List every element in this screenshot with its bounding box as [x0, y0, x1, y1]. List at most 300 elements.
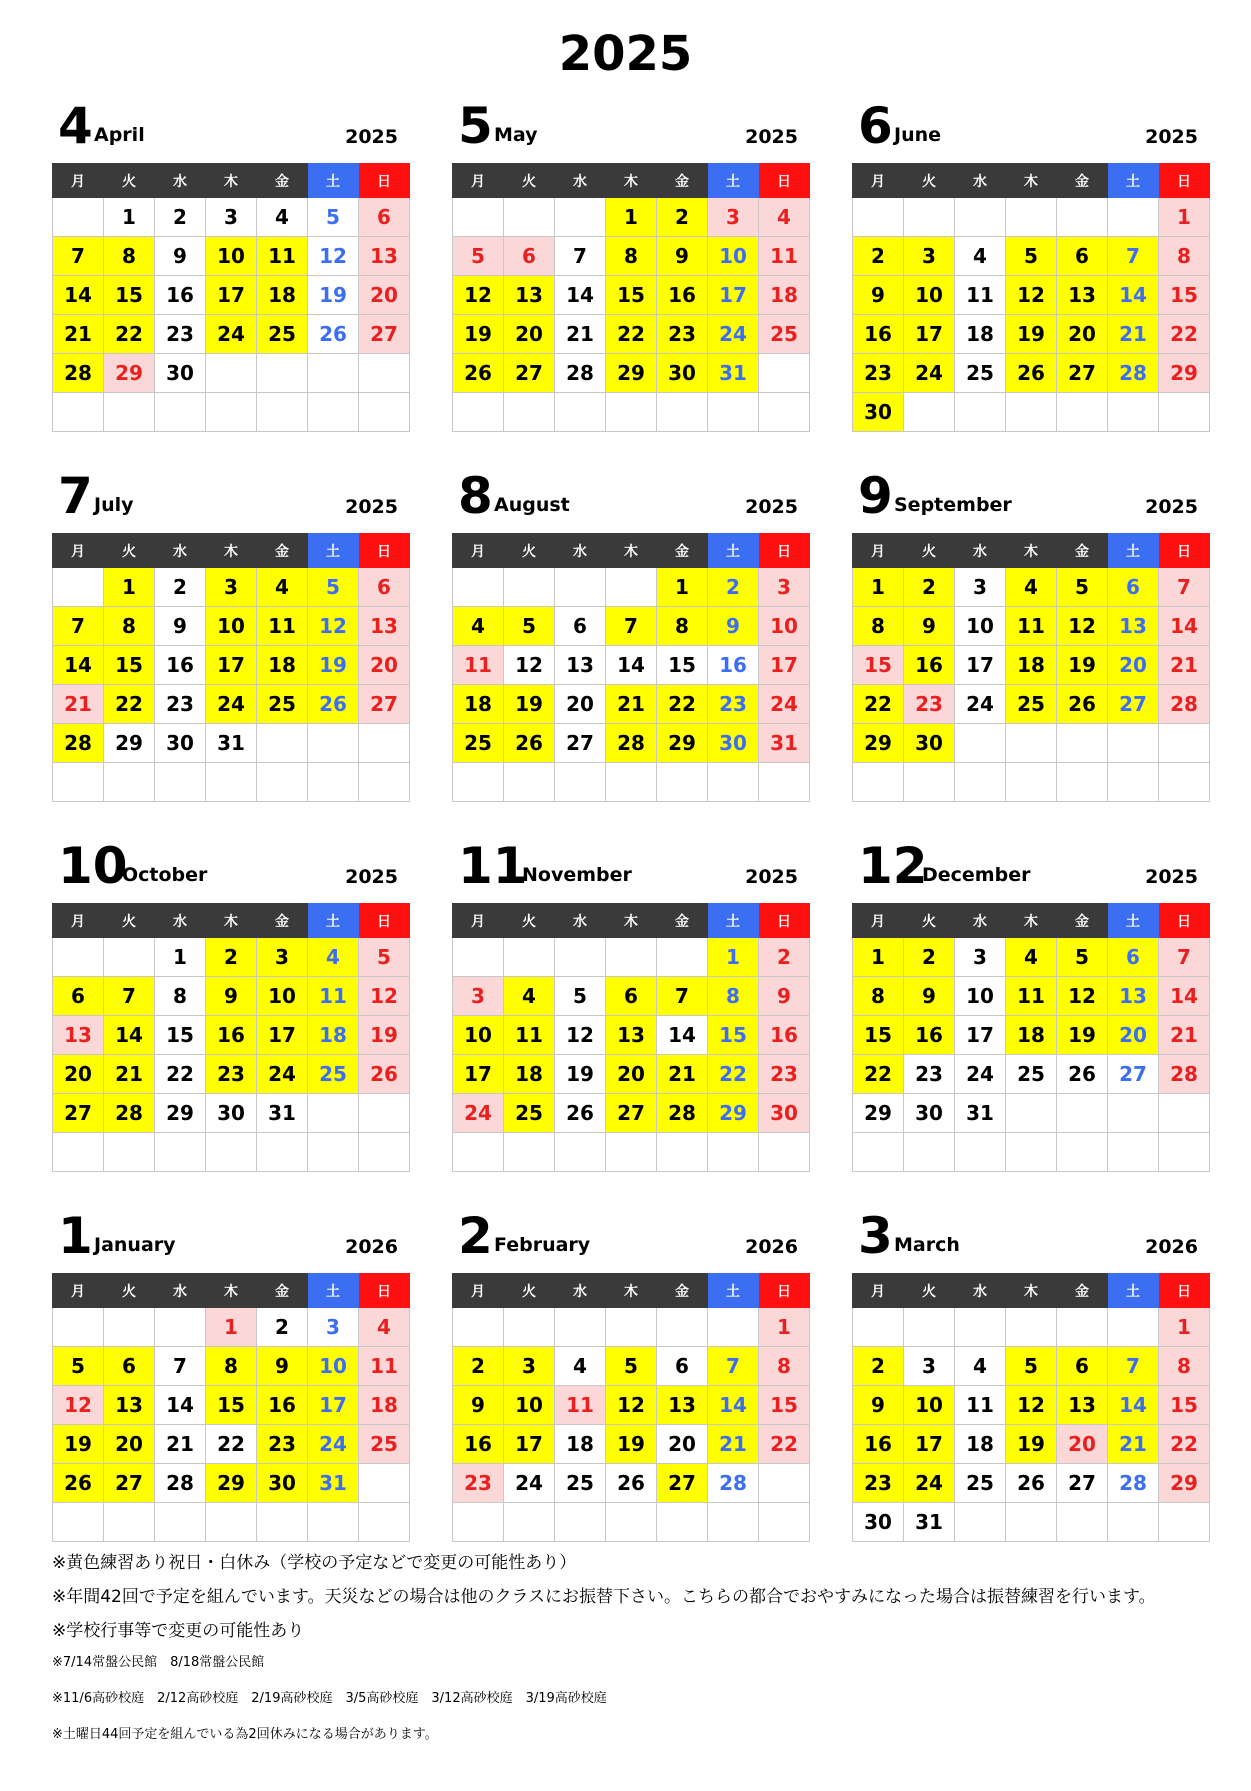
day-cell: 8 — [1159, 237, 1210, 276]
day-cell: 13 — [606, 1016, 657, 1055]
day-cell: 19 — [359, 1016, 410, 1055]
day-cell: 3 — [206, 568, 257, 607]
empty-day-cell — [1159, 1094, 1210, 1133]
day-cell: 18 — [955, 1425, 1006, 1464]
empty-day-cell — [657, 938, 708, 977]
empty-day-cell — [904, 1133, 955, 1172]
day-cell: 28 — [1108, 354, 1159, 393]
weekday-label: 月 — [453, 904, 504, 938]
day-cell: 20 — [359, 646, 410, 685]
month-calendar — [52, 465, 402, 755]
day-cell: 24 — [504, 1464, 555, 1503]
day-cell: 18 — [1006, 1016, 1057, 1055]
day-cell: 24 — [904, 1464, 955, 1503]
day-cell: 23 — [904, 685, 955, 724]
month-header — [52, 95, 402, 163]
week-row — [453, 1347, 810, 1386]
week-row — [53, 646, 410, 685]
month-table — [452, 163, 810, 432]
week-row — [453, 198, 810, 237]
empty-day-cell — [359, 763, 410, 802]
month-name: July — [94, 494, 134, 516]
empty-day-cell — [657, 763, 708, 802]
weekday-label: 火 — [904, 904, 955, 938]
day-cell: 17 — [904, 315, 955, 354]
day-cell: 14 — [708, 1386, 759, 1425]
weekday-label: 日 — [759, 534, 810, 568]
day-cell: 9 — [904, 607, 955, 646]
day-cell: 16 — [759, 1016, 810, 1055]
empty-day-cell — [1006, 763, 1057, 802]
day-cell: 11 — [453, 646, 504, 685]
weekday-label: 火 — [504, 1274, 555, 1308]
day-cell: 21 — [708, 1425, 759, 1464]
day-cell: 19 — [1057, 646, 1108, 685]
day-cell: 24 — [708, 315, 759, 354]
day-cell: 27 — [1108, 1055, 1159, 1094]
weekday-label: 水 — [155, 534, 206, 568]
month-calendar — [452, 465, 802, 755]
day-cell: 24 — [955, 685, 1006, 724]
day-cell: 5 — [53, 1347, 104, 1386]
day-cell: 6 — [504, 237, 555, 276]
day-cell: 1 — [1159, 198, 1210, 237]
day-cell: 5 — [453, 237, 504, 276]
day-cell: 29 — [853, 724, 904, 763]
month-number: 7 — [58, 467, 93, 525]
day-cell: 21 — [555, 315, 606, 354]
empty-day-cell — [359, 1133, 410, 1172]
week-row — [853, 724, 1210, 763]
day-cell: 20 — [657, 1425, 708, 1464]
weekday-label: 火 — [504, 164, 555, 198]
day-cell: 21 — [606, 685, 657, 724]
week-row — [853, 607, 1210, 646]
week-row — [53, 198, 410, 237]
empty-day-cell — [53, 1133, 104, 1172]
day-cell: 8 — [657, 607, 708, 646]
day-cell: 10 — [904, 1386, 955, 1425]
day-cell: 31 — [206, 724, 257, 763]
day-cell: 19 — [308, 276, 359, 315]
empty-day-cell — [53, 568, 104, 607]
month-header — [452, 835, 802, 903]
week-row — [853, 1425, 1210, 1464]
week-row — [853, 1503, 1210, 1542]
day-cell: 7 — [104, 977, 155, 1016]
empty-day-cell — [155, 1503, 206, 1542]
week-row — [53, 315, 410, 354]
day-cell: 7 — [53, 237, 104, 276]
day-cell: 18 — [555, 1425, 606, 1464]
empty-day-cell — [606, 1308, 657, 1347]
day-cell: 12 — [453, 276, 504, 315]
weekday-label: 土 — [1108, 534, 1159, 568]
empty-day-cell — [1006, 393, 1057, 432]
week-row — [53, 1016, 410, 1055]
day-cell: 7 — [708, 1347, 759, 1386]
day-cell: 21 — [1159, 1016, 1210, 1055]
empty-day-cell — [555, 763, 606, 802]
empty-day-cell — [708, 1308, 759, 1347]
day-cell: 11 — [257, 607, 308, 646]
weekday-label: 土 — [1108, 904, 1159, 938]
day-cell: 13 — [1057, 1386, 1108, 1425]
weekday-label: 火 — [104, 164, 155, 198]
weekday-label: 月 — [853, 1274, 904, 1308]
empty-day-cell — [555, 1133, 606, 1172]
empty-day-cell — [759, 763, 810, 802]
day-cell: 22 — [1159, 1425, 1210, 1464]
day-cell: 28 — [1108, 1464, 1159, 1503]
day-cell: 17 — [257, 1016, 308, 1055]
day-cell: 3 — [308, 1308, 359, 1347]
empty-day-cell — [53, 1308, 104, 1347]
day-cell: 19 — [1057, 1016, 1108, 1055]
day-cell: 10 — [708, 237, 759, 276]
day-cell: 21 — [657, 1055, 708, 1094]
day-cell: 25 — [955, 354, 1006, 393]
day-cell: 11 — [1006, 607, 1057, 646]
week-row — [53, 1055, 410, 1094]
day-cell: 3 — [708, 198, 759, 237]
empty-day-cell — [206, 763, 257, 802]
day-cell: 6 — [657, 1347, 708, 1386]
weekday-label: 金 — [257, 904, 308, 938]
day-cell: 13 — [1108, 607, 1159, 646]
day-cell: 14 — [53, 646, 104, 685]
day-cell: 15 — [206, 1386, 257, 1425]
day-cell: 4 — [453, 607, 504, 646]
day-cell: 25 — [1006, 685, 1057, 724]
day-cell: 5 — [606, 1347, 657, 1386]
day-cell: 2 — [904, 938, 955, 977]
day-cell: 19 — [53, 1425, 104, 1464]
day-cell: 8 — [155, 977, 206, 1016]
week-row — [453, 1133, 810, 1172]
month-calendar — [452, 1205, 802, 1495]
day-cell: 10 — [206, 607, 257, 646]
day-cell: 20 — [504, 315, 555, 354]
day-cell: 2 — [155, 198, 206, 237]
day-cell: 22 — [104, 685, 155, 724]
day-cell: 11 — [759, 237, 810, 276]
day-cell: 12 — [53, 1386, 104, 1425]
month-calendar — [452, 835, 802, 1125]
empty-day-cell — [453, 198, 504, 237]
note-line: ※7/14常盤公民館 8/18常盤公民館 — [52, 1655, 265, 1670]
empty-day-cell — [606, 1133, 657, 1172]
day-cell: 11 — [359, 1347, 410, 1386]
day-cell: 21 — [1108, 315, 1159, 354]
empty-day-cell — [453, 1133, 504, 1172]
empty-day-cell — [1108, 763, 1159, 802]
empty-day-cell — [1108, 393, 1159, 432]
empty-day-cell — [504, 198, 555, 237]
day-cell: 27 — [657, 1464, 708, 1503]
day-cell: 14 — [53, 276, 104, 315]
day-cell: 17 — [955, 646, 1006, 685]
empty-day-cell — [1006, 198, 1057, 237]
empty-day-cell — [1159, 393, 1210, 432]
empty-day-cell — [155, 1308, 206, 1347]
day-cell: 9 — [453, 1386, 504, 1425]
day-cell: 19 — [308, 646, 359, 685]
day-cell: 11 — [257, 237, 308, 276]
weekday-header-row — [853, 904, 1210, 938]
empty-day-cell — [504, 938, 555, 977]
weekday-label: 金 — [1057, 534, 1108, 568]
week-row — [853, 646, 1210, 685]
empty-day-cell — [453, 763, 504, 802]
day-cell: 17 — [206, 646, 257, 685]
day-cell: 28 — [53, 724, 104, 763]
day-cell: 16 — [904, 646, 955, 685]
weekday-label: 土 — [708, 1274, 759, 1308]
note-line: ※黄色練習あり祝日・白休み（学校の予定などで変更の可能性あり） — [52, 1553, 577, 1573]
week-row — [53, 1347, 410, 1386]
day-cell: 13 — [1108, 977, 1159, 1016]
month-year: 2026 — [1145, 1236, 1198, 1258]
day-cell: 29 — [853, 1094, 904, 1133]
empty-day-cell — [1159, 763, 1210, 802]
day-cell: 5 — [1006, 237, 1057, 276]
day-cell: 12 — [555, 1016, 606, 1055]
day-cell: 23 — [155, 685, 206, 724]
day-cell: 12 — [308, 607, 359, 646]
weekday-label: 金 — [257, 534, 308, 568]
day-cell: 31 — [759, 724, 810, 763]
month-header — [52, 835, 402, 903]
day-cell: 27 — [53, 1094, 104, 1133]
day-cell: 23 — [206, 1055, 257, 1094]
day-cell: 14 — [155, 1386, 206, 1425]
empty-day-cell — [1159, 1133, 1210, 1172]
day-cell: 22 — [759, 1425, 810, 1464]
weekday-label: 日 — [1159, 1274, 1210, 1308]
day-cell: 20 — [606, 1055, 657, 1094]
day-cell: 10 — [308, 1347, 359, 1386]
note-line: ※学校行事等で変更の可能性あり — [52, 1621, 305, 1641]
day-cell: 23 — [853, 354, 904, 393]
empty-day-cell — [308, 354, 359, 393]
empty-day-cell — [1108, 1503, 1159, 1542]
day-cell: 7 — [555, 237, 606, 276]
day-cell: 25 — [308, 1055, 359, 1094]
week-row — [53, 685, 410, 724]
day-cell: 27 — [606, 1094, 657, 1133]
week-row — [453, 276, 810, 315]
empty-day-cell — [759, 393, 810, 432]
day-cell: 9 — [257, 1347, 308, 1386]
day-cell: 24 — [955, 1055, 1006, 1094]
day-cell: 18 — [257, 646, 308, 685]
day-cell: 10 — [206, 237, 257, 276]
day-cell: 16 — [708, 646, 759, 685]
week-row — [853, 1386, 1210, 1425]
day-cell: 22 — [206, 1425, 257, 1464]
day-cell: 31 — [708, 354, 759, 393]
empty-day-cell — [53, 198, 104, 237]
weekday-header-row — [53, 534, 410, 568]
day-cell: 2 — [257, 1308, 308, 1347]
day-cell: 6 — [1057, 1347, 1108, 1386]
empty-day-cell — [1108, 724, 1159, 763]
day-cell: 1 — [206, 1308, 257, 1347]
day-cell: 13 — [359, 607, 410, 646]
day-cell: 30 — [759, 1094, 810, 1133]
month-number: 12 — [858, 837, 928, 895]
day-cell: 30 — [206, 1094, 257, 1133]
empty-day-cell — [53, 393, 104, 432]
day-cell: 19 — [1006, 315, 1057, 354]
month-header — [452, 1205, 802, 1273]
week-row — [853, 1308, 1210, 1347]
weekday-label: 金 — [657, 164, 708, 198]
day-cell: 23 — [853, 1464, 904, 1503]
day-cell: 6 — [359, 568, 410, 607]
weekday-label: 金 — [257, 1274, 308, 1308]
day-cell: 11 — [308, 977, 359, 1016]
day-cell: 2 — [759, 938, 810, 977]
day-cell: 23 — [759, 1055, 810, 1094]
month-number: 6 — [858, 97, 893, 155]
empty-day-cell — [257, 1503, 308, 1542]
day-cell: 16 — [206, 1016, 257, 1055]
day-cell: 16 — [853, 1425, 904, 1464]
month-table — [52, 903, 410, 1172]
day-cell: 4 — [257, 198, 308, 237]
empty-day-cell — [104, 938, 155, 977]
day-cell: 8 — [708, 977, 759, 1016]
day-cell: 28 — [657, 1094, 708, 1133]
day-cell: 15 — [1159, 1386, 1210, 1425]
empty-day-cell — [453, 1503, 504, 1542]
day-cell: 20 — [359, 276, 410, 315]
day-cell: 19 — [606, 1425, 657, 1464]
empty-day-cell — [504, 568, 555, 607]
month-name: October — [122, 864, 208, 886]
weekday-label: 月 — [853, 164, 904, 198]
weekday-label: 土 — [308, 1274, 359, 1308]
empty-day-cell — [206, 354, 257, 393]
weekday-label: 水 — [955, 1274, 1006, 1308]
day-cell: 17 — [708, 276, 759, 315]
empty-day-cell — [1159, 724, 1210, 763]
empty-day-cell — [555, 1503, 606, 1542]
day-cell: 25 — [359, 1425, 410, 1464]
day-cell: 25 — [504, 1094, 555, 1133]
empty-day-cell — [759, 1503, 810, 1542]
weekday-label: 木 — [606, 534, 657, 568]
weekday-label: 火 — [904, 1274, 955, 1308]
month-calendar — [852, 835, 1202, 1125]
empty-day-cell — [955, 393, 1006, 432]
day-cell: 11 — [955, 276, 1006, 315]
week-row — [53, 938, 410, 977]
empty-day-cell — [155, 393, 206, 432]
day-cell: 6 — [104, 1347, 155, 1386]
month-table — [852, 1273, 1210, 1542]
weekday-label: 土 — [1108, 1274, 1159, 1308]
month-header — [52, 1205, 402, 1273]
day-cell: 22 — [155, 1055, 206, 1094]
empty-day-cell — [904, 198, 955, 237]
day-cell: 15 — [853, 646, 904, 685]
note-line: ※11/6高砂校庭 2/12高砂校庭 2/19高砂校庭 3/5高砂校庭 3/12高砂校庭 3/19高砂校庭 — [52, 1691, 607, 1706]
month-calendar — [52, 835, 402, 1125]
weekday-header-row — [853, 534, 1210, 568]
day-cell: 26 — [504, 724, 555, 763]
day-cell: 8 — [104, 607, 155, 646]
day-cell: 17 — [504, 1425, 555, 1464]
day-cell: 6 — [1057, 237, 1108, 276]
day-cell: 12 — [606, 1386, 657, 1425]
week-row — [853, 568, 1210, 607]
day-cell: 23 — [453, 1464, 504, 1503]
day-cell: 30 — [853, 393, 904, 432]
weekday-label: 日 — [359, 904, 410, 938]
day-cell: 23 — [904, 1055, 955, 1094]
day-cell: 28 — [155, 1464, 206, 1503]
day-cell: 15 — [104, 646, 155, 685]
day-cell: 26 — [606, 1464, 657, 1503]
day-cell: 11 — [955, 1386, 1006, 1425]
day-cell: 2 — [155, 568, 206, 607]
day-cell: 22 — [853, 1055, 904, 1094]
day-cell: 17 — [453, 1055, 504, 1094]
day-cell: 10 — [955, 977, 1006, 1016]
weekday-label: 水 — [955, 164, 1006, 198]
day-cell: 8 — [759, 1347, 810, 1386]
empty-day-cell — [359, 1094, 410, 1133]
day-cell: 16 — [155, 276, 206, 315]
week-row — [453, 1055, 810, 1094]
month-number: 5 — [458, 97, 493, 155]
day-cell: 1 — [606, 198, 657, 237]
day-cell: 10 — [504, 1386, 555, 1425]
weekday-header-row — [53, 904, 410, 938]
day-cell: 5 — [1057, 568, 1108, 607]
day-cell: 24 — [206, 315, 257, 354]
day-cell: 17 — [206, 276, 257, 315]
day-cell: 6 — [359, 198, 410, 237]
weekday-label: 日 — [1159, 164, 1210, 198]
empty-day-cell — [308, 1133, 359, 1172]
day-cell: 15 — [657, 646, 708, 685]
week-row — [53, 1386, 410, 1425]
day-cell: 21 — [104, 1055, 155, 1094]
day-cell: 2 — [853, 237, 904, 276]
day-cell: 15 — [708, 1016, 759, 1055]
day-cell: 20 — [555, 685, 606, 724]
weekday-label: 土 — [308, 534, 359, 568]
day-cell: 15 — [155, 1016, 206, 1055]
day-cell: 9 — [206, 977, 257, 1016]
month-number: 3 — [858, 1207, 893, 1265]
day-cell: 18 — [257, 276, 308, 315]
empty-day-cell — [504, 393, 555, 432]
day-cell: 4 — [1006, 568, 1057, 607]
day-cell: 2 — [657, 198, 708, 237]
day-cell: 18 — [453, 685, 504, 724]
day-cell: 28 — [1159, 685, 1210, 724]
weekday-label: 月 — [453, 164, 504, 198]
day-cell: 26 — [1006, 354, 1057, 393]
week-row — [453, 646, 810, 685]
week-row — [53, 607, 410, 646]
empty-day-cell — [308, 1503, 359, 1542]
